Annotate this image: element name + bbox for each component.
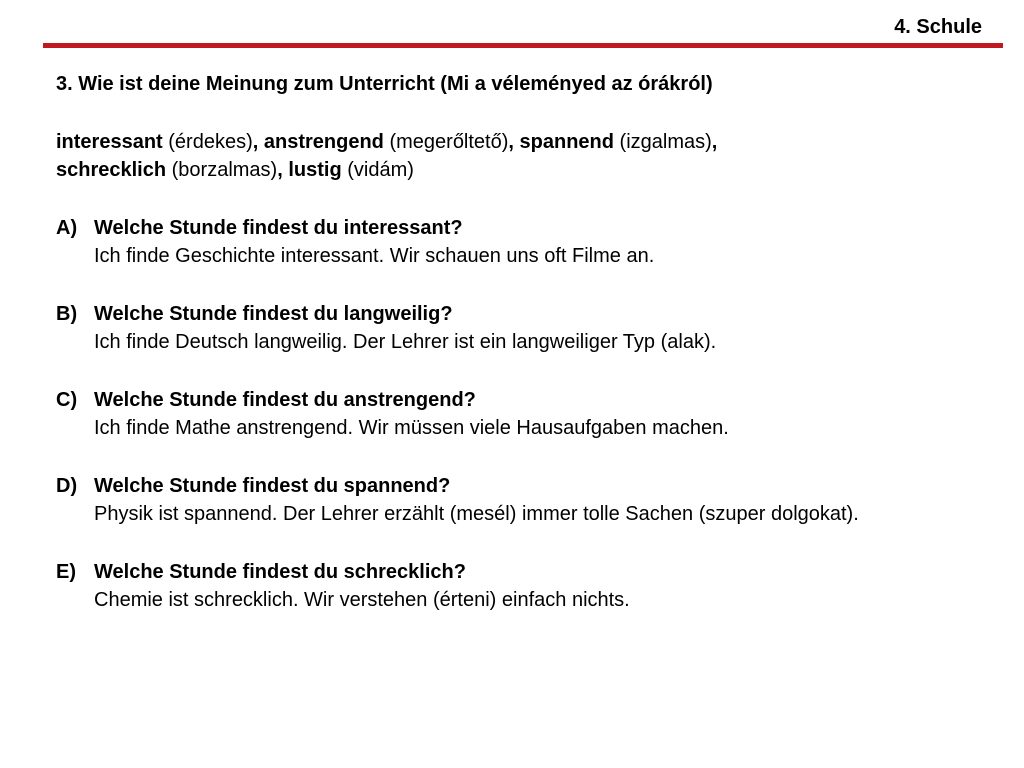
answer-text: Ich finde Deutsch langweilig. Der Lehrer ist ein langweiliger Typ (alak).	[94, 331, 717, 353]
vocab-translation: (vidám)	[341, 159, 414, 181]
question-letter: E)	[56, 561, 76, 583]
vocab-word: lustig	[288, 159, 342, 181]
vocab-word: interessant	[56, 131, 163, 153]
spacer	[56, 98, 1006, 128]
vocab-separator: ,	[711, 131, 718, 153]
question-block-a	[56, 214, 1006, 270]
question-text: Welche Stunde findest du schrecklich?	[94, 561, 466, 583]
question-block-e	[56, 558, 1006, 614]
vocab-translation: (megerőltető)	[383, 131, 509, 153]
answer-text: Ich finde Geschichte interessant. Wir schauen uns oft Filme an.	[94, 245, 655, 267]
vocab-translation: (érdekes)	[162, 131, 253, 153]
question-text: Welche Stunde findest du spannend?	[94, 475, 451, 497]
question-block-d	[56, 472, 1006, 528]
vocab-separator: ,	[277, 159, 289, 181]
exercise-heading: 3. Wie ist deine Meinung zum Unterricht (Mi a véleményed az órákról)	[56, 73, 713, 95]
vocab-word: anstrengend	[263, 131, 384, 153]
answer-text: Chemie ist schrecklich. Wir verstehen (érteni) einfach nichts.	[94, 589, 630, 611]
question-block-b	[56, 300, 1006, 356]
vocab-word: schrecklich	[56, 159, 167, 181]
spacer	[56, 184, 1006, 214]
question-letter: C)	[56, 389, 78, 411]
answer-text: Ich finde Mathe anstrengend. Wir müssen viele Hausaufgaben machen.	[94, 417, 729, 439]
spacer	[56, 356, 1006, 386]
question-block-c	[56, 386, 1006, 442]
vocab-translation: (borzalmas)	[166, 159, 278, 181]
spacer	[56, 528, 1006, 558]
question-text: Welche Stunde findest du langweilig?	[94, 303, 453, 325]
question-letter: D)	[56, 475, 78, 497]
answer-text: Physik ist spannend. Der Lehrer erzählt (mesél) immer tolle Sachen (szuper dolgokat).	[94, 503, 859, 525]
vocab-separator: ,	[252, 131, 264, 153]
spacer	[56, 270, 1006, 300]
vocab-translation: (izgalmas)	[613, 131, 712, 153]
vocab-word: spannend	[519, 131, 614, 153]
title-underline	[43, 43, 1003, 48]
question-letter: B)	[56, 303, 78, 325]
vocab-line-2	[56, 156, 1006, 184]
spacer	[56, 442, 1006, 472]
slide-title: 4. Schule	[894, 16, 982, 38]
question-text: Welche Stunde findest du interessant?	[94, 217, 463, 239]
vocab-line-1	[56, 128, 1006, 156]
question-letter: A)	[56, 217, 78, 239]
vocab-separator: ,	[508, 131, 520, 153]
slide-content	[56, 70, 1006, 614]
question-text: Welche Stunde findest du anstrengend?	[94, 389, 476, 411]
